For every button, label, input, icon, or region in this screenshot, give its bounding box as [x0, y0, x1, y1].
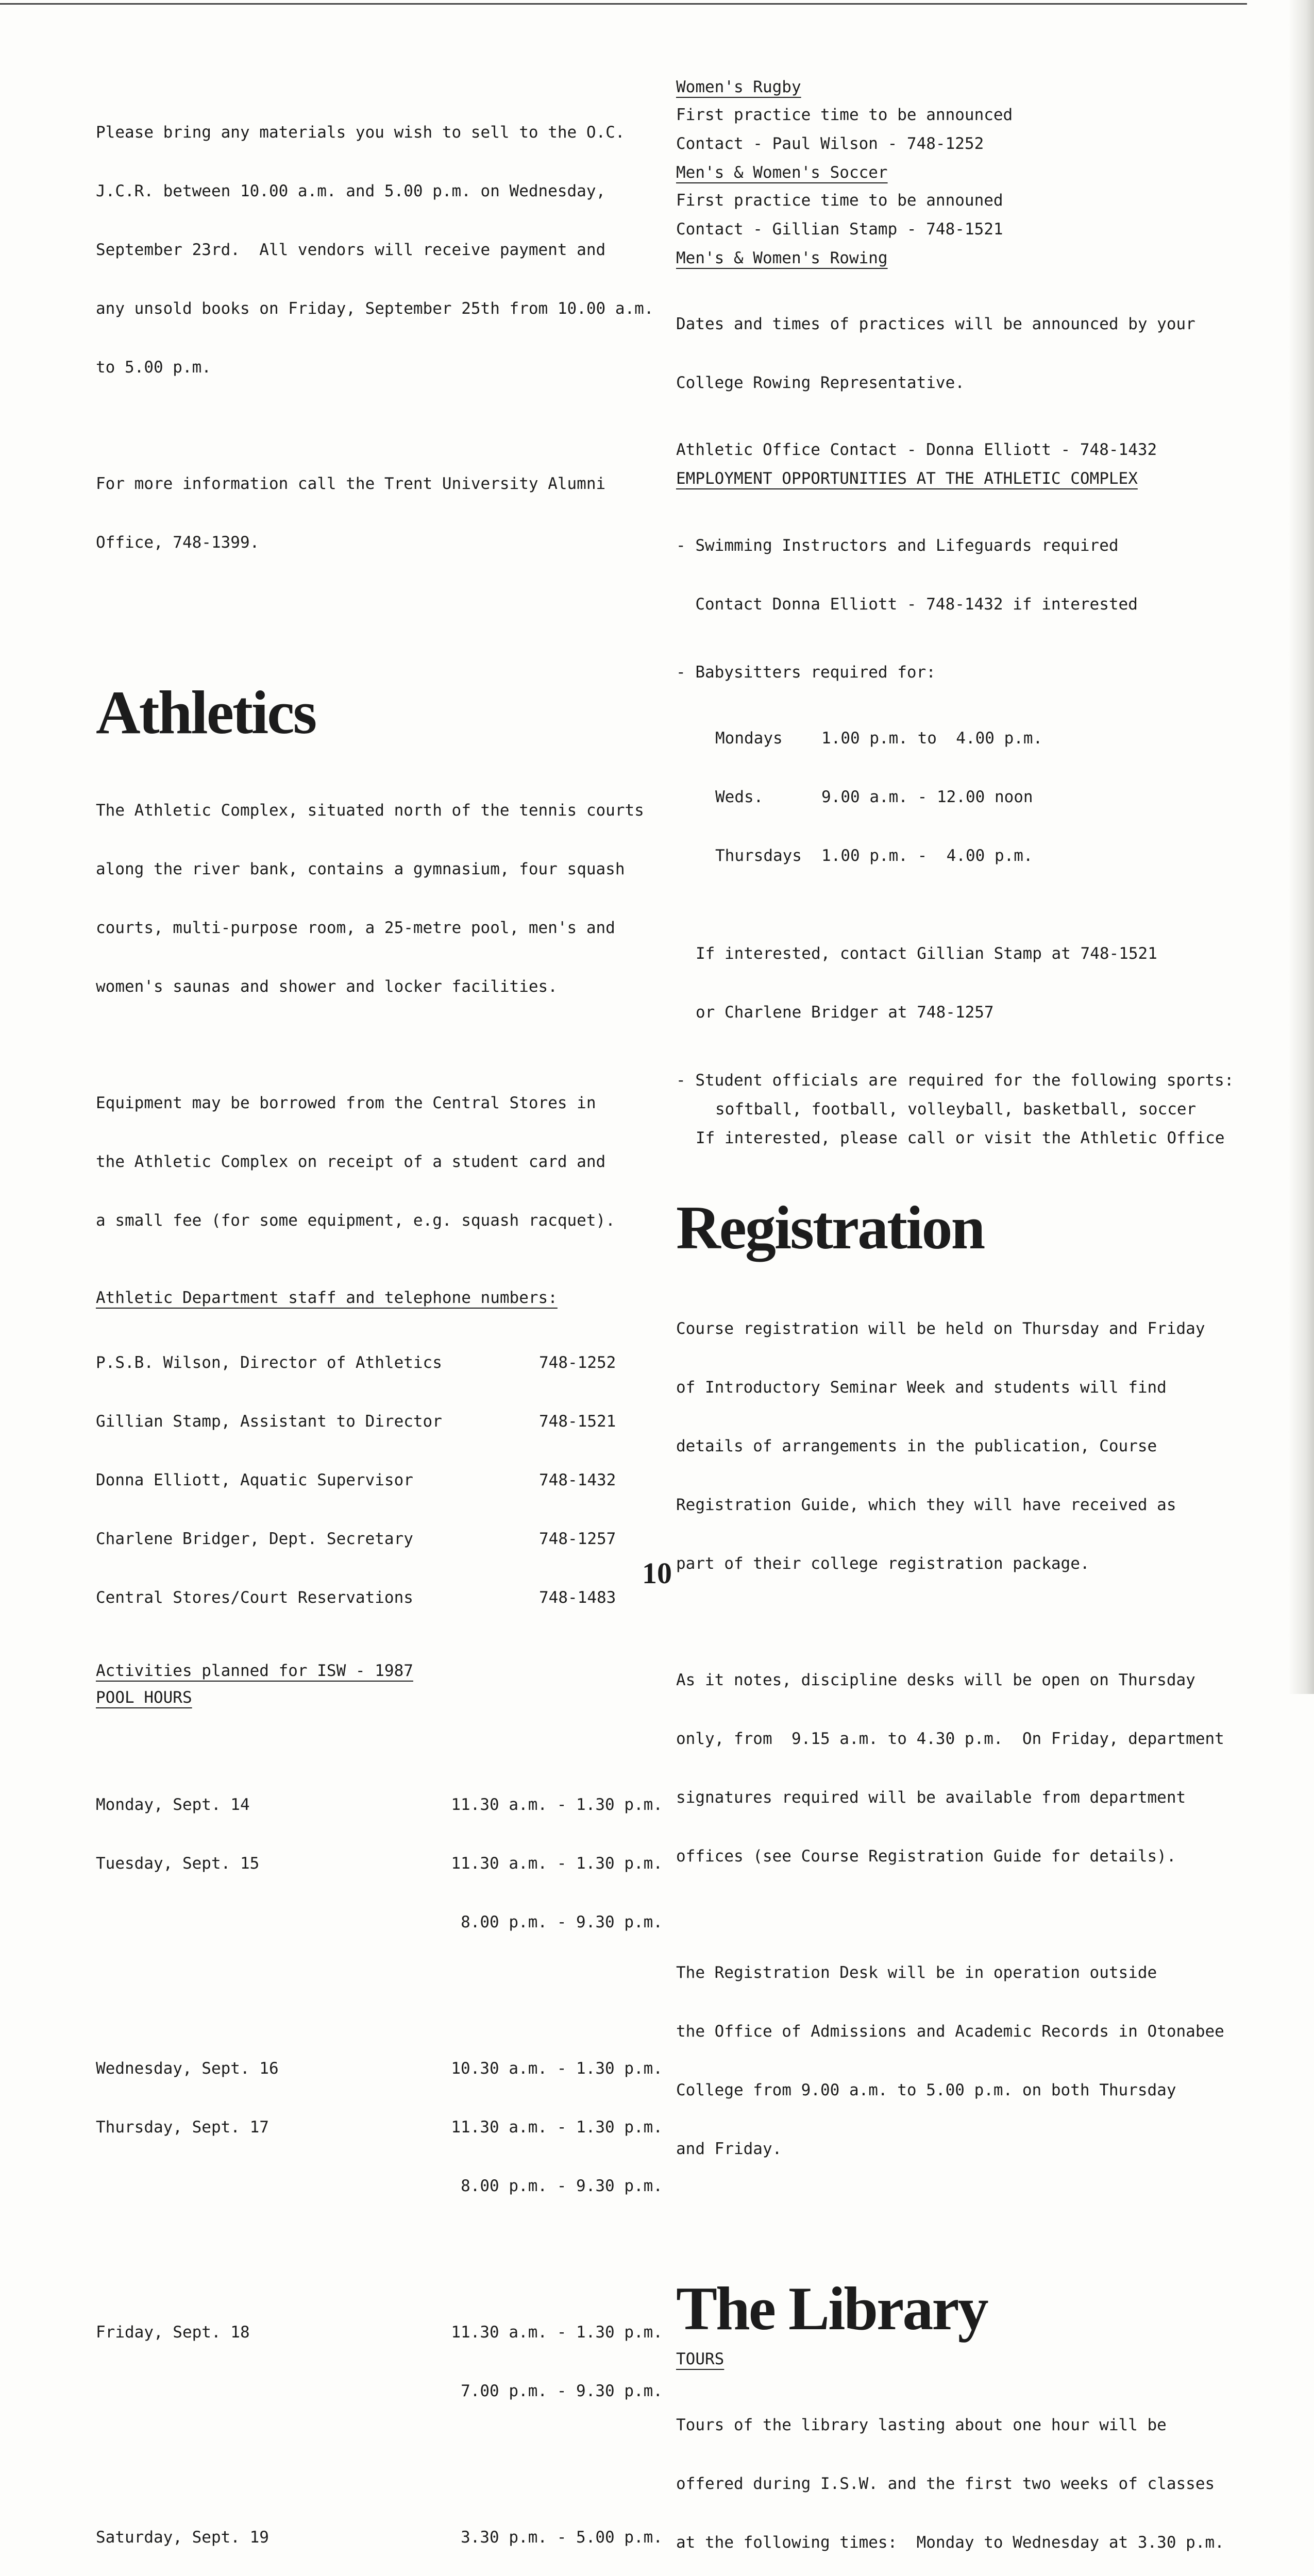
- text-line: the Athletic Complex on receipt of a student card and: [96, 1153, 606, 1171]
- pool-day: Thursday, Sept. 17: [96, 2118, 269, 2137]
- pool-row: [96, 2381, 663, 2401]
- text-line: offered during I.S.W. and the first two weeks of classes: [676, 2475, 1215, 2493]
- staff-phone: 748-1521: [539, 1412, 616, 1431]
- tours-paragraph: [676, 2376, 1264, 2576]
- left-column: [96, 77, 663, 2576]
- athletic-complex-paragraph: [96, 761, 663, 1036]
- registration-paragraph-2: [676, 1631, 1264, 1905]
- equipment-paragraph: [96, 1054, 663, 1269]
- staff-row: [96, 1588, 663, 1607]
- employment-heading: EMPLOYMENT OPPORTUNITIES AT THE ATHLETIC COMPLEX: [676, 469, 1138, 488]
- babysitter-times: [715, 689, 1264, 905]
- pool-time: 3.30 p.m. - 5.00 p.m.: [461, 2528, 663, 2547]
- pool-time: 11.30 a.m. - 1.30 p.m.: [451, 2118, 663, 2137]
- staff-name: Charlene Bridger, Dept. Secretary: [96, 1530, 413, 1548]
- staff-row: [96, 1412, 663, 1431]
- page-number: 10: [642, 1556, 672, 1590]
- staff-phone: 748-1257: [539, 1530, 616, 1548]
- pool-row: [96, 1854, 663, 1873]
- babysitter-row: [715, 846, 1264, 866]
- text-line: The Registration Desk will be in operation outside: [676, 1963, 1157, 1982]
- registration-title: Registration: [676, 1193, 984, 1262]
- pool-day: Monday, Sept. 14: [96, 1795, 250, 1814]
- text-line: signatures required will be available from department: [676, 1788, 1186, 1807]
- text-line: College from 9.00 a.m. to 5.00 p.m. on both Thursday: [676, 2081, 1176, 2099]
- pool-day: [96, 2381, 461, 2401]
- text-line: September 23rd. All vendors will receive payment and: [96, 241, 606, 259]
- pool-time: 8.00 p.m. - 9.30 p.m.: [461, 2177, 663, 2195]
- text-line: part of their college registration package.: [676, 1554, 1090, 1573]
- soccer-contact: Contact - Gillian Stamp - 748-1521: [676, 220, 1003, 239]
- womens-rugby-contact: Contact - Paul Wilson - 748-1252: [676, 134, 984, 153]
- text-line: to 5.00 p.m.: [96, 358, 211, 377]
- text-line: courts, multi-purpose room, a 25-metre pool, men's and: [96, 919, 615, 937]
- pool-hours-table: [96, 1717, 663, 2576]
- pool-row: [96, 1912, 663, 1932]
- staff-phone: 748-1432: [539, 1471, 616, 1489]
- rowing-heading: Men's & Women's Rowing: [676, 249, 888, 267]
- babysitter-contact: [696, 905, 1264, 1061]
- officials-item: - Student officials are required for the following sports:: [676, 1071, 1234, 1090]
- officials-contact: If interested, please call or visit the Athletic Office: [696, 1129, 1225, 1147]
- text-line: of Introductory Seminar Week and students will find: [676, 1378, 1167, 1397]
- soccer-heading: Men's & Women's Soccer: [676, 163, 888, 182]
- staff-row: [96, 1529, 663, 1549]
- top-edge-line: [0, 3, 1247, 5]
- pool-time: 10.30 a.m. - 1.30 p.m.: [451, 2059, 663, 2078]
- athletics-title: Athletics: [96, 678, 316, 747]
- womens-rugby-heading: Women's Rugby: [676, 78, 801, 96]
- text-line: only, from 9.15 a.m. to 4.30 p.m. On Friday, department: [676, 1730, 1224, 1748]
- registration-paragraph-3: [676, 1924, 1264, 2198]
- text-line: As it notes, discipline desks will be open on Thursday: [676, 1671, 1195, 1689]
- swim-instructors-item: [676, 497, 1264, 653]
- pool-day: Wednesday, Sept. 16: [96, 2059, 279, 2078]
- staff-heading: Athletic Department staff and telephone numbers:: [96, 1289, 558, 1307]
- text-line: along the river bank, contains a gymnasium, four squash: [96, 860, 625, 878]
- rowing-contact: Athletic Office Contact - Donna Elliott - 748-1432: [676, 440, 1157, 459]
- library-title: The Library: [676, 2274, 987, 2343]
- text-line: College Rowing Representative.: [676, 374, 965, 392]
- staff-list: [96, 1314, 663, 1647]
- pool-group: [96, 2283, 663, 2440]
- text-line: - Swimming Instructors and Lifeguards required: [676, 536, 1119, 555]
- pool-row: [96, 2528, 663, 2547]
- text-line: Please bring any materials you wish to sell to the O.C.: [96, 123, 625, 142]
- soccer-time: First practice time to be announed: [676, 191, 1003, 210]
- intro-paragraph: [96, 83, 663, 416]
- pool-group: [96, 2488, 663, 2576]
- staff-name: Gillian Stamp, Assistant to Director: [96, 1412, 442, 1431]
- babysitter-day: Mondays: [715, 729, 783, 748]
- babysitter-day: Thursdays: [715, 846, 802, 865]
- pool-row: [96, 2323, 663, 2342]
- staff-name: Central Stores/Court Reservations: [96, 1588, 413, 1607]
- babysitter-row: [715, 728, 1264, 748]
- text-line: J.C.R. between 10.00 a.m. and 5.00 p.m. on Wednesday,: [96, 182, 606, 200]
- pool-group: [96, 1756, 663, 1971]
- pool-row: [96, 2059, 663, 2078]
- pool-row: [96, 2176, 663, 2196]
- pool-day: [96, 2176, 461, 2196]
- text-line: Tours of the library lasting about one hour will be: [676, 2416, 1167, 2434]
- text-line: offices (see Course Registration Guide for details).: [676, 1847, 1176, 1866]
- text-line: the Office of Admissions and Academic Records in Otonabee: [676, 2022, 1224, 2041]
- pool-day: Tuesday, Sept. 15: [96, 1854, 260, 1873]
- pool-time: 11.30 a.m. - 1.30 p.m.: [451, 1795, 663, 1814]
- text-line: For more information call the Trent University Alumni: [96, 474, 606, 493]
- text-line: women's saunas and shower and locker facilities.: [96, 977, 558, 996]
- babysitter-row: [715, 787, 1264, 807]
- pool-group: [96, 2020, 663, 2235]
- womens-rugby-time: First practice time to be announced: [676, 106, 1013, 124]
- text-line: The Athletic Complex, situated north of the tennis courts: [96, 801, 644, 820]
- pool-time: 11.30 a.m. - 1.30 p.m.: [451, 1854, 663, 1873]
- text-line: and Friday.: [676, 2140, 782, 2158]
- pool-time: 11.30 a.m. - 1.30 p.m.: [451, 2323, 663, 2342]
- tours-heading: TOURS: [676, 2350, 725, 2368]
- pool-day: Friday, Sept. 18: [96, 2323, 250, 2342]
- staff-name: Donna Elliott, Aquatic Supervisor: [96, 1471, 413, 1489]
- text-line: a small fee (for some equipment, e.g. squash racquet).: [96, 1211, 615, 1230]
- pool-day: [96, 1912, 461, 1932]
- right-column: [676, 77, 1264, 2576]
- page-spine-shadow: [1288, 0, 1314, 1694]
- text-line: Contact Donna Elliott - 748-1432 if interested: [676, 595, 1138, 614]
- pool-row: [96, 2117, 663, 2137]
- babysitter-time: 9.00 a.m. - 12.00 noon: [821, 788, 1033, 806]
- text-line: Equipment may be borrowed from the Central Stores in: [96, 1094, 596, 1112]
- staff-row: [96, 1353, 663, 1372]
- officials-sports: softball, football, volleyball, basketball, soccer: [715, 1100, 1197, 1118]
- babysitter-time: 1.00 p.m. to 4.00 p.m.: [821, 729, 1043, 748]
- text-line: any unsold books on Friday, September 25th from 10.00 a.m.: [96, 299, 654, 318]
- alumni-info-paragraph: [96, 435, 663, 591]
- text-line: Office, 748-1399.: [96, 533, 260, 552]
- text-line: details of arrangements in the publication, Course: [676, 1437, 1157, 1455]
- pool-row: [96, 1795, 663, 1815]
- staff-phone: 748-1252: [539, 1353, 616, 1372]
- staff-row: [96, 1470, 663, 1490]
- text-line: If interested, contact Gillian Stamp at 748-1521: [696, 944, 1157, 963]
- pool-hours-heading: POOL HOURS: [96, 1688, 192, 1707]
- text-line: or Charlene Bridger at 748-1257: [696, 1003, 994, 1022]
- rowing-text: [676, 275, 1264, 432]
- pool-time: 7.00 p.m. - 9.30 p.m.: [461, 2382, 663, 2400]
- text-line: Registration Guide, which they will have received as: [676, 1496, 1176, 1514]
- babysitter-day: Weds.: [715, 788, 764, 806]
- pool-day: Saturday, Sept. 19: [96, 2528, 269, 2547]
- babysitters-item: - Babysitters required for:: [676, 663, 936, 682]
- text-line: Dates and times of practices will be announced by your: [676, 315, 1195, 333]
- staff-name: P.S.B. Wilson, Director of Athletics: [96, 1353, 442, 1372]
- staff-phone: 748-1483: [539, 1588, 616, 1607]
- text-line: at the following times: Monday to Wednesday at 3.30 p.m.: [676, 2533, 1224, 2552]
- pool-time: 8.00 p.m. - 9.30 p.m.: [461, 1913, 663, 1931]
- babysitter-time: 1.00 p.m. - 4.00 p.m.: [821, 846, 1033, 865]
- text-line: Course registration will be held on Thursday and Friday: [676, 1319, 1205, 1338]
- activities-heading: Activities planned for ISW - 1987: [96, 1662, 413, 1680]
